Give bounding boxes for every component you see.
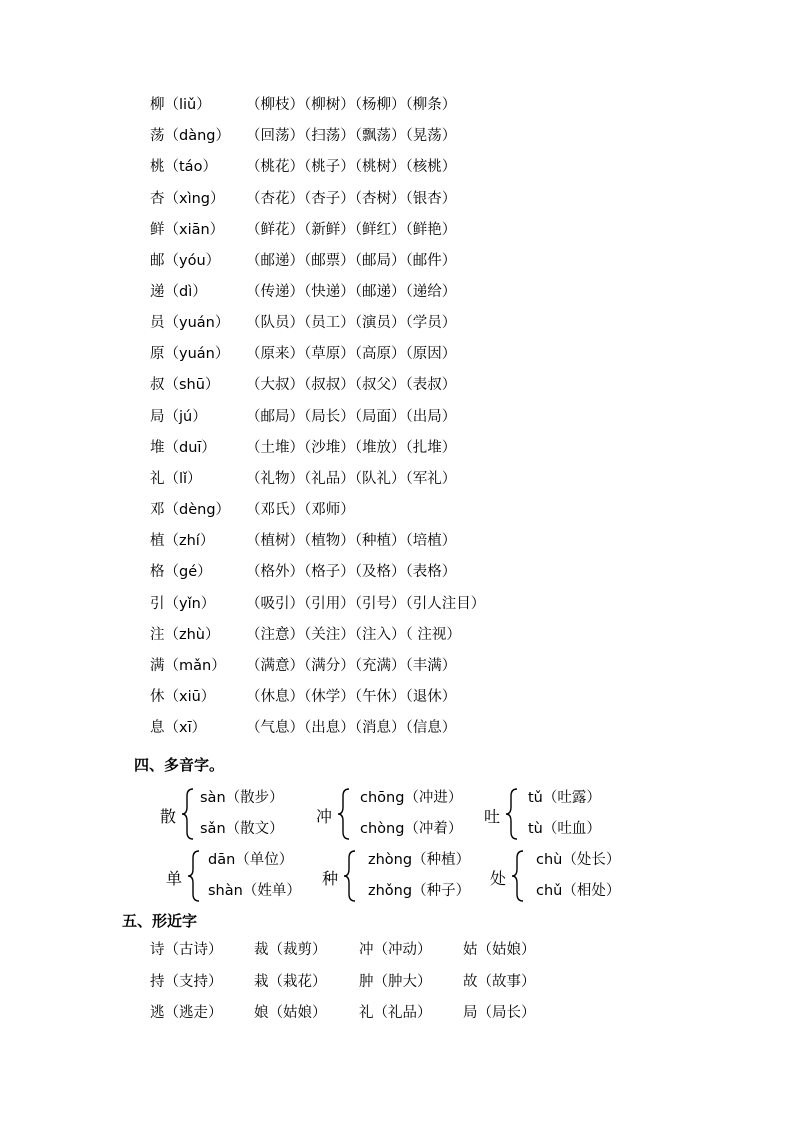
similar-item: 姑（姑娘） xyxy=(463,942,536,958)
vocab-words: （吸引）（引用）（引号）（引人注目） xyxy=(246,596,486,612)
polyphonic-char: 处 xyxy=(490,869,507,888)
vocab-words: （杏花）（杏子）（杏树）（银杏） xyxy=(246,191,457,207)
polyphonic-reading: tǔ（吐露） xyxy=(528,790,601,806)
vocab-words: （植树）（植物）（种植）（培植） xyxy=(246,533,457,549)
vocab-char: 注（zhù） xyxy=(150,627,220,643)
vocab-char: 原（yuán） xyxy=(150,346,230,362)
polyphonic-reading: tù（吐血） xyxy=(528,821,601,837)
vocab-char: 荡（dàng） xyxy=(150,128,230,144)
curly-brace-icon xyxy=(336,786,352,842)
vocab-char: 桃（táo） xyxy=(150,159,217,175)
vocab-words: （气息）（出息）（消息）（信息） xyxy=(246,720,457,736)
vocab-words: （桃花）（桃子）（桃树）（核桃） xyxy=(246,159,457,175)
vocab-char: 叔（shū） xyxy=(150,377,220,393)
vocab-words: （柳枝）（柳树）（杨柳）（柳条） xyxy=(246,97,457,113)
vocab-char: 邓（dèng） xyxy=(150,502,231,518)
curly-brace-icon xyxy=(510,848,526,904)
similar-item: 礼（礼品） xyxy=(359,1005,432,1021)
similar-item: 故（故事） xyxy=(463,974,536,990)
vocab-words: （休息）（休学）（午休）（退休） xyxy=(246,689,457,705)
vocab-words: （满意）（满分）（充满）（丰满） xyxy=(246,658,457,674)
similar-item: 肿（肿大） xyxy=(359,974,432,990)
polyphonic-group xyxy=(322,848,492,908)
vocab-char: 休（xiū） xyxy=(150,689,216,705)
vocab-char: 礼（lǐ） xyxy=(150,471,202,487)
vocab-words: （注意）（关注）（注入）（ 注视） xyxy=(246,627,461,643)
similar-item: 娘（姑娘） xyxy=(254,1005,327,1021)
vocab-char: 引（yǐn） xyxy=(150,596,216,612)
vocab-char: 堆（duī） xyxy=(150,440,216,456)
polyphonic-char: 吐 xyxy=(484,807,501,826)
polyphonic-char: 种 xyxy=(322,869,339,888)
vocab-words: （传递）（快递）（邮递）（递给） xyxy=(246,284,457,300)
vocab-char: 鲜（xiān） xyxy=(150,222,225,238)
polyphonic-reading: chǔ（相处） xyxy=(536,883,621,899)
curly-brace-icon xyxy=(342,848,358,904)
section-heading-polyphonic: 四、多音字。 xyxy=(134,756,225,774)
similar-item: 持（支持） xyxy=(150,974,223,990)
polyphonic-reading: chōng（冲进） xyxy=(360,790,463,806)
curly-brace-icon xyxy=(186,848,202,904)
vocab-char: 杏（xìng） xyxy=(150,191,225,207)
similar-item: 诗（古诗） xyxy=(150,942,223,958)
polyphonic-group xyxy=(166,848,339,908)
similar-item: 栽（栽花） xyxy=(254,974,327,990)
curly-brace-icon xyxy=(180,786,196,842)
vocab-words: （回荡）（扫荡）（飘荡）（晃荡） xyxy=(246,128,457,144)
vocab-words: （礼物）（礼品）（队礼）（军礼） xyxy=(246,471,457,487)
section-heading-similar: 五、形近字 xyxy=(122,912,198,930)
polyphonic-group xyxy=(484,786,654,846)
polyphonic-group xyxy=(316,786,486,846)
polyphonic-char: 散 xyxy=(160,807,177,826)
vocab-char: 递（dì） xyxy=(150,284,207,300)
vocab-char: 邮（yóu） xyxy=(150,253,221,269)
vocab-words: （邮递）（邮票）（邮局）（邮件） xyxy=(246,253,457,269)
similar-item: 局（局长） xyxy=(463,1005,536,1021)
vocab-char: 员（yuán） xyxy=(150,315,230,331)
vocab-char: 息（xī） xyxy=(150,720,207,736)
curly-brace-icon xyxy=(504,786,520,842)
vocab-char: 局（jú） xyxy=(150,409,207,425)
polyphonic-reading: shàn（姓单） xyxy=(208,883,301,899)
polyphonic-group xyxy=(490,848,660,908)
polyphonic-reading: sǎn（散文） xyxy=(200,821,284,837)
polyphonic-char: 单 xyxy=(166,869,183,888)
polyphonic-group xyxy=(160,786,333,846)
polyphonic-reading: dān（单位） xyxy=(208,852,294,868)
vocab-char: 植（zhí） xyxy=(150,533,215,549)
similar-item: 裁（裁剪） xyxy=(254,942,327,958)
vocab-words: （大叔）（叔叔）（叔父）（表叔） xyxy=(246,377,457,393)
vocab-words: （邓氏）（邓师） xyxy=(246,502,355,518)
polyphonic-reading: chù（处长） xyxy=(536,852,621,868)
polyphonic-reading: zhǒng（种子） xyxy=(368,883,471,899)
vocab-words: （邮局）（局长）（局面）（出局） xyxy=(246,409,457,425)
similar-item: 逃（逃走） xyxy=(150,1005,223,1021)
polyphonic-char: 冲 xyxy=(316,807,333,826)
vocab-char: 满（mǎn） xyxy=(150,658,226,674)
vocab-char: 格（gé） xyxy=(150,564,212,580)
vocab-char: 柳（liǔ） xyxy=(150,97,211,113)
vocab-words: （队员）（员工）（演员）（学员） xyxy=(246,315,457,331)
similar-item: 冲（冲动） xyxy=(359,942,432,958)
vocab-words: （鲜花）（新鲜）（鲜红）（鲜艳） xyxy=(246,222,457,238)
polyphonic-reading: chòng（冲着） xyxy=(360,821,463,837)
polyphonic-reading: zhòng（种植） xyxy=(368,852,471,868)
vocab-words: （格外）（格子）（及格）（表格） xyxy=(246,564,457,580)
vocab-words: （原来）（草原）（高原）（原因） xyxy=(246,346,457,362)
polyphonic-reading: sàn（散步） xyxy=(200,790,284,806)
vocab-words: （土堆）（沙堆）（堆放）（扎堆） xyxy=(246,440,457,456)
